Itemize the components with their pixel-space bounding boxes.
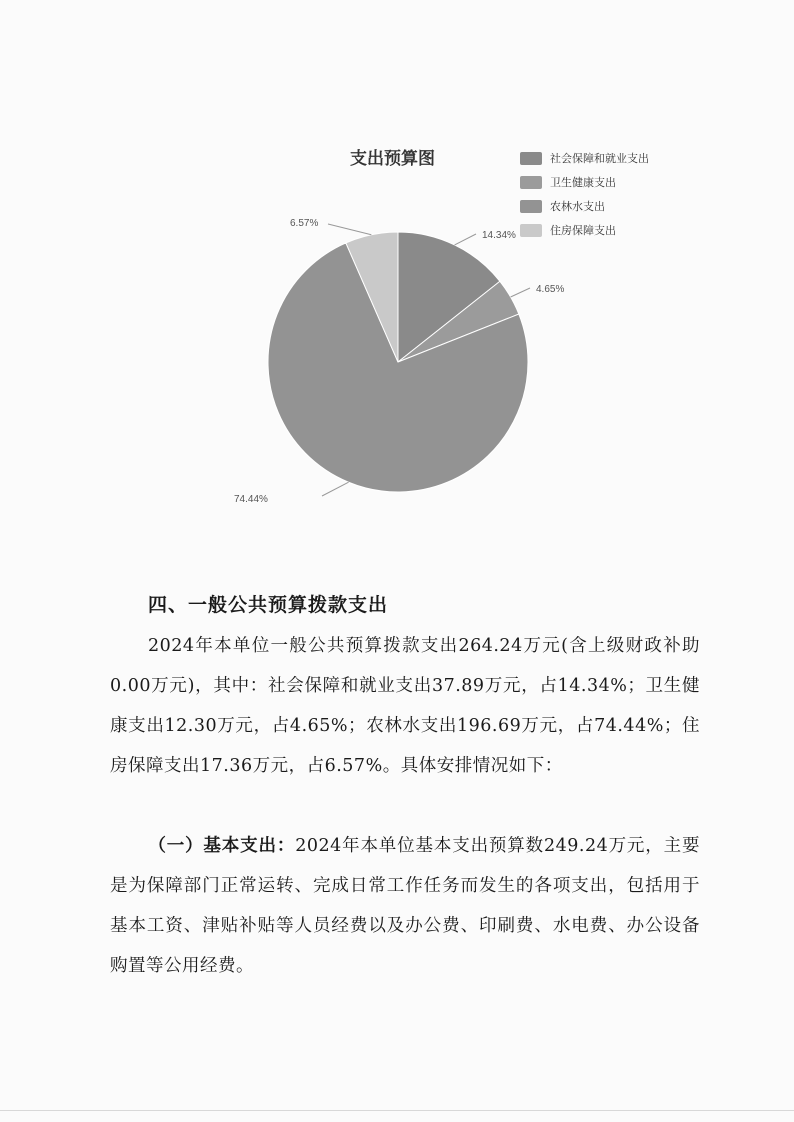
paragraph-text: 2024年本单位基本支出预算数249.24万元，主要是为保障部门正常运转、完成日常工作任务而发生的各项支出，包括用于基本工资、津贴补贴等人员经费以及办公费、印刷费、水电费、办公设备购置等公用经费。 <box>110 836 700 976</box>
legend-label: 卫生健康支出 <box>550 176 616 189</box>
legend-label: 农林水支出 <box>550 200 605 213</box>
paragraph-basic-expenditure <box>110 826 700 986</box>
section-heading: 四、一般公共预算拨款支出 <box>148 594 389 616</box>
leader-line <box>328 224 371 235</box>
legend-label: 社会保障和就业支出 <box>550 152 649 165</box>
pie-data-label: 14.34% <box>482 230 516 241</box>
pie-data-label: 4.65% <box>536 284 565 295</box>
leader-line <box>322 482 349 496</box>
leader-line <box>455 234 476 245</box>
expenditure-pie-chart <box>230 130 690 530</box>
pie-data-label: 6.57% <box>290 218 319 229</box>
pie-data-label: 74.44% <box>234 494 268 505</box>
paragraph-text: 2024年本单位一般公共预算拨款支出264.24万元(含上级财政补助0.00万元)，其中：社会保障和就业支出37.89万元，占14.34%；卫生健康支出12.30万元，占4.65%；农林水支出196.69万元，占74.44%；住房保障支出17.36万元，占6.57%。具体安排情况如下： <box>110 636 700 776</box>
pie-svg <box>230 130 690 530</box>
leader-line <box>511 288 530 297</box>
page-bottom-rule <box>0 1110 794 1111</box>
paragraph-label: （一）基本支出： <box>148 836 296 856</box>
paragraph-general-budget <box>110 626 700 786</box>
chart-title: 支出预算图 <box>350 149 435 169</box>
legend-label: 住房保障支出 <box>550 224 616 237</box>
